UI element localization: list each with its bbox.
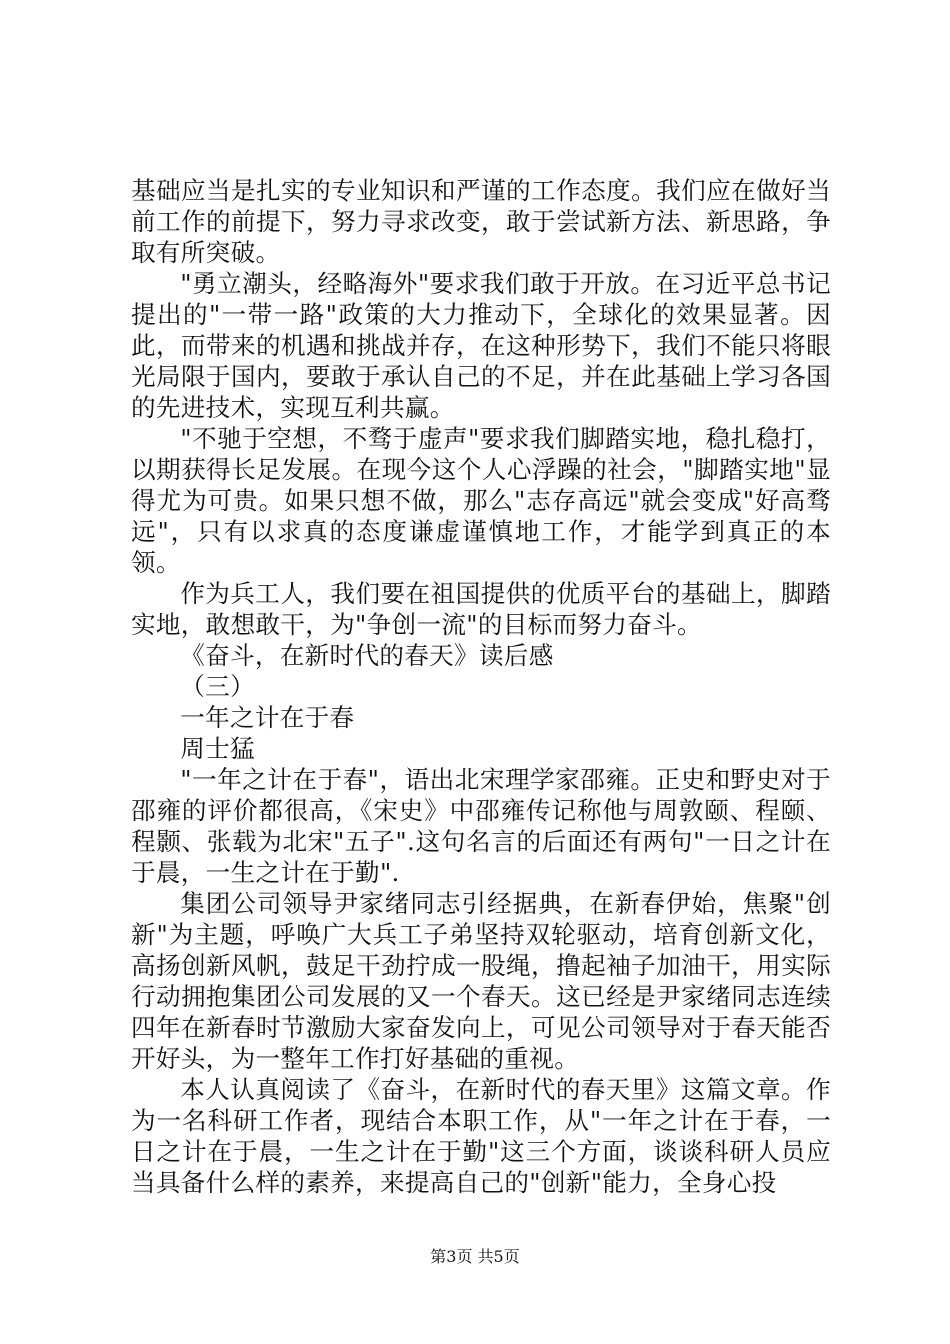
page-footer: 第3页 共5页 <box>430 1247 520 1266</box>
author-name: 周士猛 <box>180 734 255 763</box>
paragraph-5: "一年之计在于春"，语出北宋理学家邵雍。正史和野史对于邵雍的评价都很高，《宋史》中邵雍传记称他与周敦颐、程颐、程颢、张载为北宋"五子".这句名言的后面还有两句"一日之计在于晨，一生之计在于勤". <box>131 765 831 887</box>
paragraph-7: 本人认真阅读了《奋斗，在新时代的春天里》这篇文章。作为一名科研工作者，现结合本职工作，从"一年之计在于春，一日之计在于晨，一生之计在于勤"这三个方面，谈谈科研人员应当具备什么样的素养，来提高自己的"创新"能力，全身心投 <box>131 1075 831 1197</box>
paragraph-4: 作为兵工人，我们要在祖国提供的优质平台的基础上，脚踏实地，敢想敢干，为"争创一流"的目标而努力奋斗。 <box>131 579 831 639</box>
document-body <box>131 175 831 1198</box>
article-title: 《奋斗，在新时代的春天》读后感 <box>180 641 554 670</box>
paragraph-6: 集团公司领导尹家绪同志引经据典，在新春伊始，焦聚"创新"为主题，呼唤广大兵工子弟坚持双轮驱动，培育创新文化，高扬创新风帆，鼓足干劲拧成一股绳，撸起袖子加油干，用实际行动拥抱集团公司发展的又一个春天。这已经是尹家绪同志连续四年在新春时节激励大家奋发向上，可见公司领导对于春天能否开好头，为一整年工作打好基础的重视。 <box>131 889 831 1073</box>
paragraph-1: 基础应当是扎实的专业知识和严谨的工作态度。我们应在做好当前工作的前提下，努力寻求改变，敢于尝试新方法、新思路，争取有所突破。 <box>131 176 831 267</box>
section-number: （三） <box>180 672 255 701</box>
section-title: 一年之计在于春 <box>180 703 355 732</box>
paragraph-2: "勇立潮头，经略海外"要求我们敢于开放。在习近平总书记提出的"一带一路"政策的大力推动下，全球化的效果显著。因此，而带来的机遇和挑战并存，在这种形势下，我们不能只将眼光局限于国内，要敢于承认自己的不足，并在此基础上学习各国的先进技术，实现互利共赢。 <box>131 269 831 422</box>
paragraph-3: "不驰于空想，不骛于虚声"要求我们脚踏实地，稳扎稳打，以期获得长足发展。在现今这个人心浮躁的社会，"脚踏实地"显得尤为可贵。如果只想不做，那么"志存高远"就会变成"好高骛远"，只有以求真的态度谦虚谨慎地工作，才能学到真正的本领。 <box>131 424 831 577</box>
